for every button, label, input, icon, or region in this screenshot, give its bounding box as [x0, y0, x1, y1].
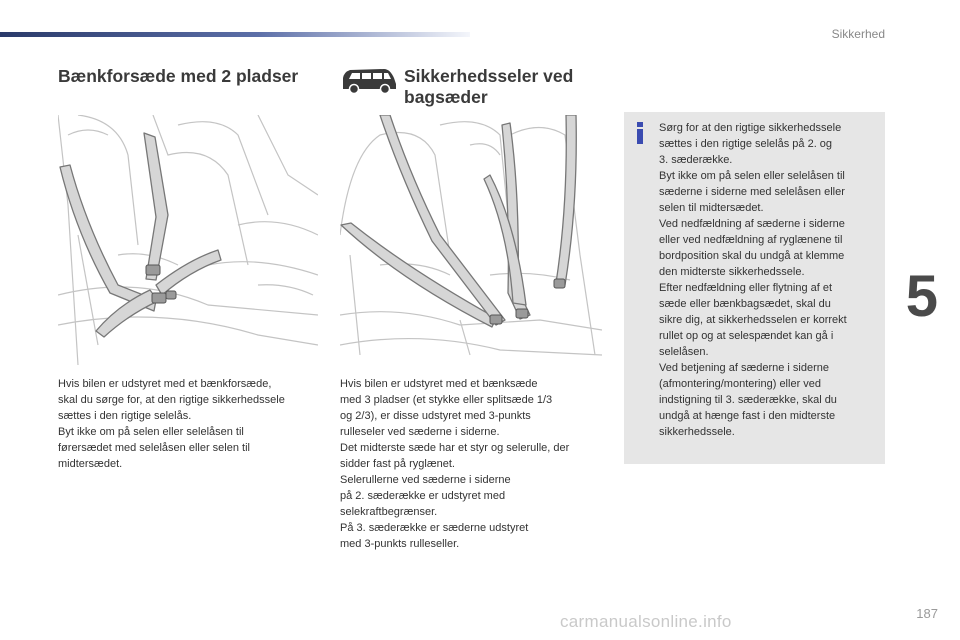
van-icon: [340, 64, 398, 96]
rear-seats-text-line: og 2/3), er disse udstyret med 3-punkts: [340, 410, 531, 422]
rear-seats-text-line: Selerullerne ved sæderne i siderne: [340, 474, 511, 486]
rear-seats-text-line: På 3. sæderække er sæderne udstyret: [340, 522, 529, 534]
info-line: sikre dig, at sikkerhedsselen er korrekt: [659, 314, 847, 326]
info-line: bordposition skal du undgå at klemme: [659, 250, 845, 262]
rear-seats-text-line: selekraftbegrænser.: [340, 506, 438, 518]
info-line: rullet op og at selespændet kan gå i: [659, 330, 834, 342]
left-section-title: Bænkforsæde med 2 pladser: [58, 66, 299, 86]
info-line: Ved betjening af sæderne i siderne: [659, 362, 830, 374]
info-line: indstigning til 3. sæderække, skal du: [659, 394, 837, 406]
header-accent-bar: [0, 32, 470, 37]
info-line: Sørg for at den rigtige sikkerhedssele: [659, 122, 842, 134]
info-line: Ved nedfældning af sæderne i siderne: [659, 218, 845, 230]
info-line: sæde eller bænkbagsædet, skal du: [659, 298, 831, 310]
rear-seats-title: [404, 66, 624, 108]
rear-seats-text-line: med 3-punkts rulleseller.: [340, 538, 460, 550]
info-box: [624, 112, 885, 464]
rear-seats-seatbelt-illustration: [340, 115, 602, 365]
info-line: undgå at hænge fast i den midterste: [659, 410, 836, 422]
section-label: Sikkerhed: [831, 27, 885, 41]
info-line: (afmontering/montering) eller ved: [659, 378, 822, 390]
info-icon: [633, 122, 647, 144]
rear-seats-text-line: med 3 pladser (et stykke eller splitsæde 1/3: [340, 394, 553, 406]
front-bench-text-line: sættes i den rigtige selelås.: [58, 410, 192, 422]
rear-seats-text-line: rulleseler ved sæderne i siderne.: [340, 426, 500, 438]
rear-seats-text-line: Hvis bilen er udstyret med et bænksæde: [340, 378, 538, 390]
chapter-number: 5: [905, 264, 938, 329]
front-bench-text-line: midtersædet.: [58, 458, 123, 470]
rear-seats-text-line: sidder fast på ryglænet.: [340, 458, 455, 470]
info-line: sæderne i siderne med selelåsen eller: [659, 186, 845, 198]
info-line: den midterste sikkerhedssele.: [659, 266, 805, 278]
info-line: sættes i den rigtige selelås på 2. og: [659, 138, 833, 150]
info-line: 3. sæderække.: [659, 154, 733, 166]
front-bench-text-line: førersædet med selelåsen eller selen til: [58, 442, 250, 454]
page-number: 187: [916, 606, 938, 621]
rear-seats-title-line2: bagsæder: [404, 87, 488, 107]
info-line: sikkerhedssele.: [659, 426, 735, 438]
info-line: Byt ikke om på selen eller selelåsen til: [659, 170, 845, 182]
front-bench-text-line: Hvis bilen er udstyret med et bænkforsæde,: [58, 378, 272, 390]
watermark: carmanualsonline.info: [560, 612, 732, 631]
front-bench-text-line: Byt ikke om på selen eller selelåsen til: [58, 426, 244, 438]
info-line: Efter nedfældning eller flytning af et: [659, 282, 833, 294]
info-line: selelåsen.: [659, 346, 709, 358]
rear-seats-text: [340, 376, 605, 552]
front-bench-text: [58, 376, 320, 472]
info-box-text: [659, 120, 881, 440]
rear-seats-text-line: Det midterste sæde har et styr og selerulle, der: [340, 442, 570, 454]
info-line: selen til midtersædet.: [659, 202, 764, 214]
info-line: eller ved nedfældning af ryglænene til: [659, 234, 843, 246]
front-bench-seatbelt-illustration: [58, 115, 318, 365]
rear-seats-title-line1: Sikkerhedsseler ved: [404, 66, 574, 86]
rear-seats-text-line: på 2. sæderække er udstyret med: [340, 490, 506, 502]
front-bench-text-line: skal du sørge for, at den rigtige sikkerhedssele: [58, 394, 285, 406]
